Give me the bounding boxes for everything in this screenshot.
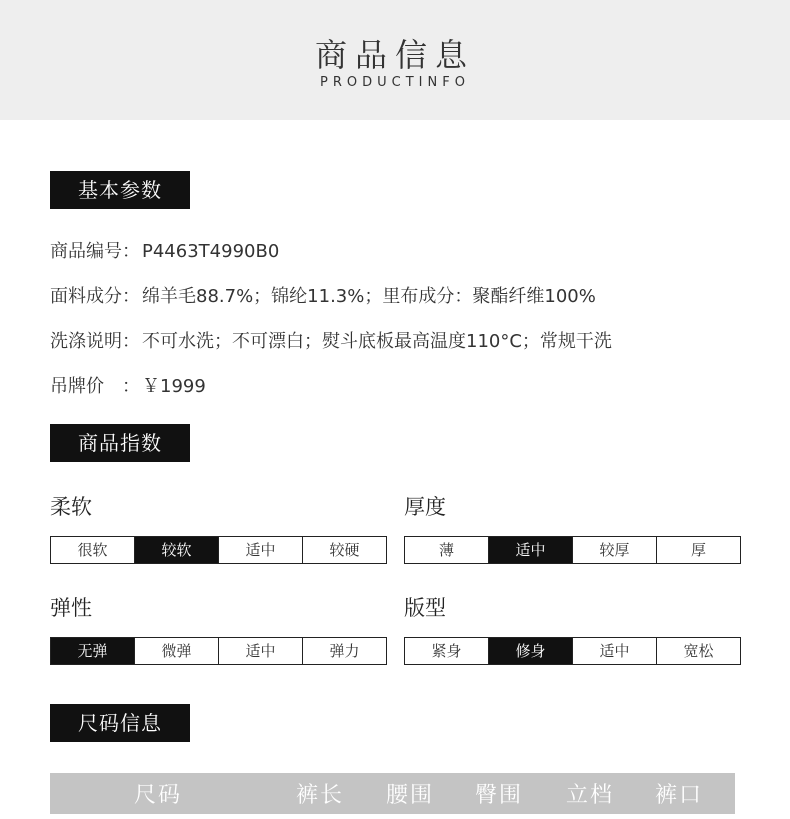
- param-fabric: [50, 282, 596, 308]
- param-value: ￥1999: [142, 376, 206, 397]
- index-scale-softness: [50, 536, 387, 564]
- index-option: 较软: [134, 537, 218, 563]
- index-option: 微弹: [134, 638, 218, 664]
- param-value: 绵羊毛88.7%；锦纶11.3%；里布成分：聚酯纤维100%: [142, 286, 596, 307]
- param-label: 吊牌价 ：: [50, 376, 140, 397]
- param-product-code: [50, 237, 279, 263]
- section-size-info: 尺码信息: [50, 704, 190, 742]
- product-info-header: [0, 0, 790, 120]
- index-option: 适中: [488, 537, 572, 563]
- param-label: 商品编号：: [50, 241, 140, 262]
- index-option: 较厚: [572, 537, 656, 563]
- index-option: 适中: [218, 638, 302, 664]
- index-scale-elasticity: [50, 637, 387, 665]
- index-title-softness: 柔软: [50, 495, 92, 519]
- index-option: 薄: [438, 541, 454, 559]
- param-label: 洗涤说明：: [50, 331, 140, 352]
- param-price: [50, 372, 206, 398]
- header-title: 商品信息: [314, 36, 475, 74]
- index-option: 适中: [218, 537, 302, 563]
- index-scale-fit: [404, 637, 741, 665]
- index-option: 弹力: [302, 638, 386, 664]
- size-header-waist: 腰围: [386, 783, 435, 808]
- header-subtitle: PRODUCTINFO: [320, 75, 470, 90]
- index-option: 无弹: [51, 638, 134, 664]
- index-title-fit: 版型: [404, 596, 446, 620]
- index-option: 宽松: [656, 638, 740, 664]
- param-value: 不可水洗；不可漂白；熨斗底板最高温度110°C；常规干洗: [142, 331, 612, 352]
- size-header-length: 裤长: [296, 783, 345, 808]
- section-basic-params: 基本参数: [50, 171, 190, 209]
- size-header-rise: 立档: [566, 783, 615, 808]
- index-title-elasticity: 弹性: [50, 596, 92, 620]
- index-option: 很软: [77, 541, 108, 559]
- size-table-header: [50, 773, 735, 814]
- size-header-hem: 裤口: [655, 783, 704, 808]
- index-option: 修身: [488, 638, 572, 664]
- index-title-thickness: 厚度: [404, 495, 446, 519]
- param-label: 面料成分：: [50, 286, 140, 307]
- section-product-index: 商品指数: [50, 424, 190, 462]
- index-option: 紧身: [431, 642, 462, 660]
- size-header-hip: 臀围: [475, 783, 524, 808]
- index-option: 厚: [656, 537, 740, 563]
- size-header-size: 尺码: [134, 783, 183, 808]
- index-scale-thickness: [404, 536, 741, 564]
- param-washing: [50, 327, 612, 353]
- index-option: 适中: [572, 638, 656, 664]
- index-option: 较硬: [302, 537, 386, 563]
- param-value: P4463T4990B0: [142, 241, 280, 262]
